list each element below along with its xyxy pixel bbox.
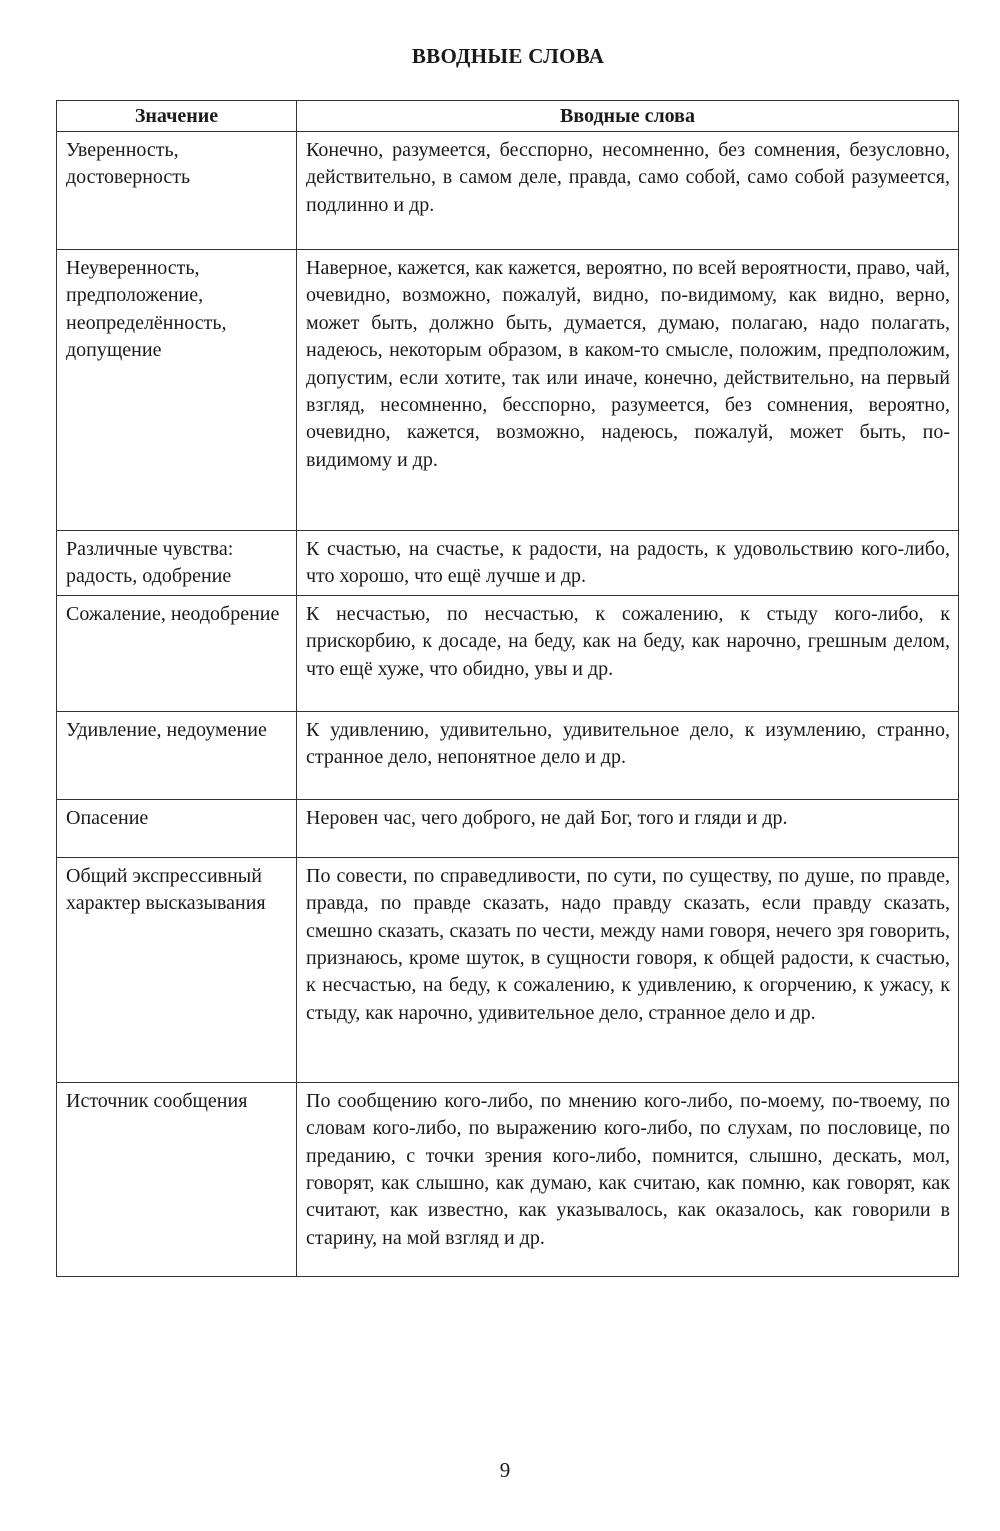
words-cell: К несчастью, по несчастью, к сожалению, к стыду кого-либо, к прискорбию, к досаде, на беду, как на беду, как нарочно, грешным делом, что ещё хуже, что обидно, увы и др. — [297, 595, 959, 711]
table-row — [57, 711, 959, 799]
meaning-cell: Удивление, недоумение — [57, 711, 297, 799]
words-cell: К удивлению, удивительно, удивительное дело, к изумлению, странно, странное дело, непонятное дело и др. — [297, 711, 959, 799]
words-cell: Конечно, разумеется, бесспорно, несомненно, без сомнения, безусловно, действительно, в самом деле, правда, само собой, само собой разумеется, подлинно и др. — [297, 132, 959, 250]
meaning-cell: Сожаление, неодобрение — [57, 595, 297, 711]
table-row — [57, 857, 959, 1082]
words-cell: Неровен час, чего доброго, не дай Бог, того и гляди и др. — [297, 799, 959, 857]
meaning-cell: Уверенность, достоверность — [57, 132, 297, 250]
table-row — [57, 250, 959, 531]
words-cell: По совести, по справедливости, по сути, по существу, по душе, по правде, правда, по правде сказать, надо правду сказать, если правду сказать, смешно сказать, сказать по чести, между нами говоря, нечего зря говорить, признаюсь, кроме шуток, в сущности говоря, к общей радости, к счастью, к несчастью, на беду, к сожалению, к удивлению, к огорчению, к ужасу, к стыду, как нарочно, удивительное дело, странное дело и др. — [297, 857, 959, 1082]
table-row — [57, 595, 959, 711]
words-cell: Наверное, кажется, как кажется, вероятно, по всей вероятности, право, чай, очевидно, возможно, пожалуй, видно, по-видимому, как видно, верно, может быть, должно быть, думается, думаю, полагаю, надо полагать, надеюсь, некоторым образом, в каком-то смысле, положим, предположим, допустим, если хотите, так или иначе, конечно, действительно, на первый взгляд, несомненно, бесспорно, разумеется, без сомнения, вероятно, очевидно, кажется, возможно, надеюсь, пожалуй, может быть, по-видимому и др. — [297, 250, 959, 531]
intro-words-table — [56, 100, 959, 1277]
words-cell: По сообщению кого-либо, по мнению кого-либо, по-моему, по-твоему, по словам кого-либо, по выражению кого-либо, по слухам, по пословице, по преданию, с точки зрения кого-либо, помнится, слышно, дескать, мол, говорят, как слышно, как думаю, как считаю, как помню, как говорят, как считают, как известно, как указывалось, как оказалось, как говорили в старину, на мой взгляд и др. — [297, 1082, 959, 1276]
meaning-cell: Общий экспрессивный характер высказывания — [57, 857, 297, 1082]
page-title: ВВОДНЫЕ СЛОВА — [411, 44, 605, 68]
meaning-cell: Опасение — [57, 799, 297, 857]
page-number: 9 — [499, 1458, 511, 1482]
words-cell: К счастью, на счастье, к радости, на радость, к удовольствию кого-либо, что хорошо, что ещё лучше и др. — [297, 531, 959, 596]
header-words: Вводные слова — [297, 101, 959, 132]
meaning-cell: Источник сообщения — [57, 1082, 297, 1276]
table-row — [57, 1082, 959, 1276]
table-row — [57, 132, 959, 250]
meaning-cell: Неуверенность, предположение, неопределённость, допущение — [57, 250, 297, 531]
table-header-row — [57, 101, 959, 132]
meaning-cell: Различные чувства: радость, одобрение — [57, 531, 297, 596]
header-meaning: Значение — [57, 101, 297, 132]
table-row — [57, 799, 959, 857]
table-row — [57, 531, 959, 596]
